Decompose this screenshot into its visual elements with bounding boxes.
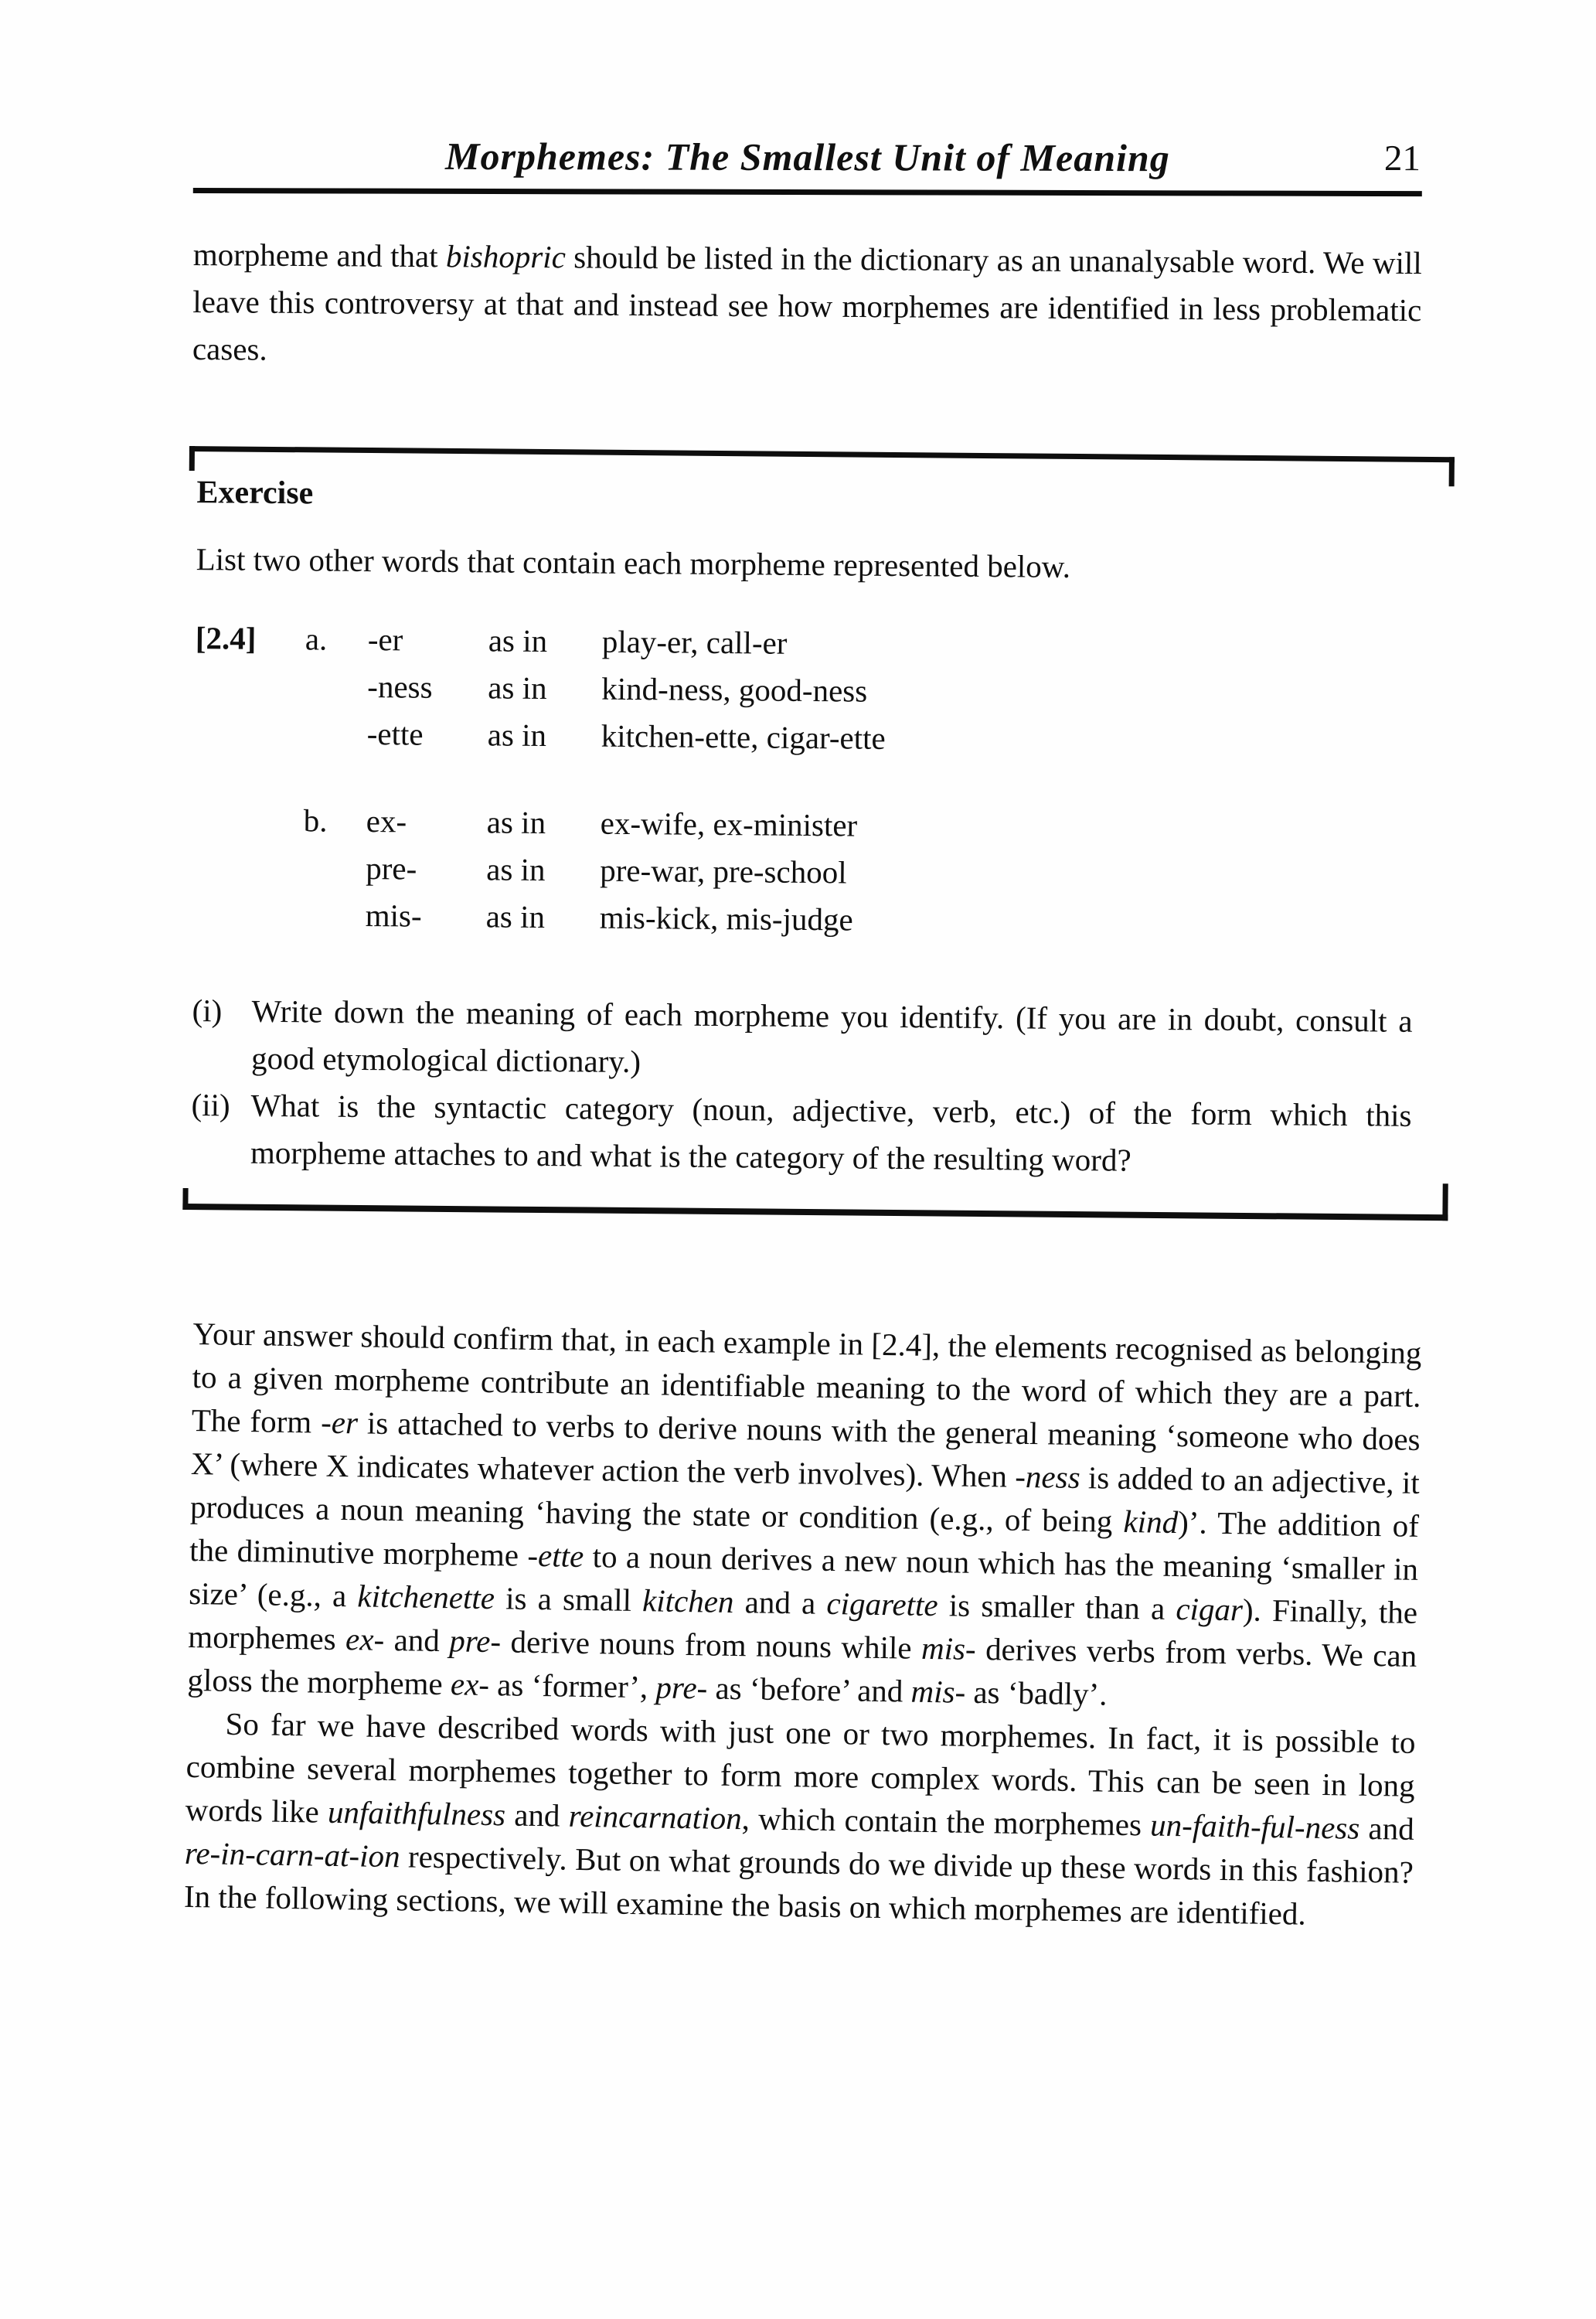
examples-cell: kitchen-ette, cigar-ette [601,717,886,756]
running-head [193,131,1422,182]
morpheme-cell: mis- [365,897,422,934]
exercise-box-corner-top-right [1449,457,1455,486]
page-number: 21 [1383,138,1421,179]
body-paragraph-2: So far we have described words with just one or two morphemes. In fact, it is possible to combine several morphemes together to form more complex words. This can be seen in long words like unfaithfulness and reincarnation, which contain the morphemes un-faith-ful-ness and re-in-carn-at-ion respectively. But on what grounds do we divide up these words in this fashion? In the following sections, we will examine the basis on which morphemes are identified. [183,1705,1416,1932]
question-text: What is the syntactic category (noun, adjective, verb, etc.) of the form which this morpheme attaches to and what is the category of the resulting word? [250,1087,1412,1178]
example-group-a [195,615,1417,767]
exercise-box-corner-top-left [189,446,195,471]
as-in-cell: as in [487,717,547,754]
as-in-cell: as in [486,851,546,888]
exercise-box-top-rule [189,446,1455,462]
exercise-prompt: List two other words that contain each morpheme represented below. [196,541,1071,584]
exercise-box-bottom-rule [182,1204,1448,1221]
exercise-box [182,446,1455,1221]
question-item-ii [191,1081,1412,1187]
group-label: a. [305,621,328,657]
header-rule [193,188,1422,196]
as-in-cell: as in [488,669,547,707]
exercise-box-corner-bottom-right [1442,1183,1448,1221]
morpheme-cell: -ette [366,716,424,752]
example-group-b [192,796,1414,948]
question-text: Write down the meaning of each morpheme you identify. (If you are in doubt, consult a good etymological dictionary.) [250,993,1413,1080]
morpheme-cell: pre- [366,850,417,887]
as-in-cell: as in [488,622,548,659]
morpheme-cell: -er [367,621,403,658]
page-header-block [193,131,1422,196]
exercise-questions [191,987,1413,1187]
morpheme-cell: ex- [366,803,407,839]
question-label: (i) [192,993,223,1029]
examples-cell: play-er, call-er [601,623,788,661]
examples-cell: pre-war, pre-school [600,852,847,890]
exercise-box-corner-bottom-left [182,1188,188,1210]
examples-cell: ex-wife, ex-minister [600,805,858,843]
group-label: b. [303,802,328,839]
morpheme-cell: -ness [367,669,433,705]
examples-cell: mis-kick, mis-judge [599,899,853,938]
chapter-title: Morphemes: The Smallest Unit of Meaning [445,134,1170,180]
exercise-heading: Exercise [196,475,314,512]
examples-cell: kind-ness, good-ness [601,670,868,709]
question-label: (ii) [191,1087,230,1123]
example-number: [2.4] [195,620,257,656]
as-in-cell: as in [486,804,546,841]
intro-paragraph: morpheme and that bishopric should be listed in the dictionary as an unanalysable word. We will leave this controversy at that and instead see how morphemes are identified in less problematic cases. [192,236,1422,367]
question-item-i [192,987,1413,1092]
body-paragraph-1: Your answer should confirm that, in each example in [2.4], the elements recognised as belonging to a given morpheme contribute an identifiable meaning to the word of which they are a part. The form -er is attached to verbs to derive nouns with the general meaning ‘someone who does X’ (where X indicates whatever action the verb involves). When -ness is added to an adjective, it produces a noun meaning ‘having the state or condition (e.g., of being kind)’. The addition of the diminutive morpheme -ette to a noun derives a new noun which has the meaning ‘smaller in size’ (e.g., a kitchenette is a small kitchen and a cigarette is smaller than a cigar). Finally, the morphemes ex- and pre- derive nouns from nouns while mis- derives verbs from verbs. We can gloss the morpheme ex- as ‘former’, pre- as ‘before’ and mis- as ‘badly’. [187,1315,1422,1712]
body-text [184,1312,1422,1937]
as-in-cell: as in [485,898,546,935]
